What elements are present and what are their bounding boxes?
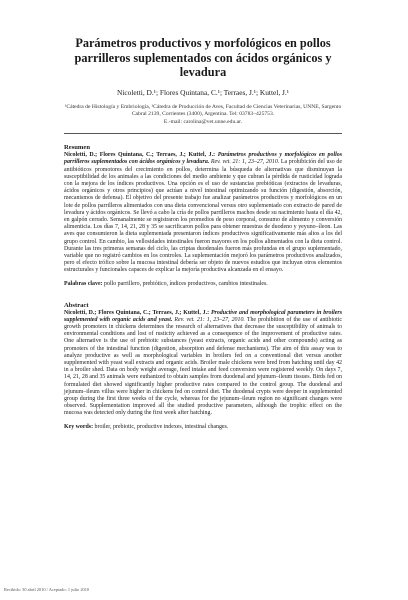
received-accepted-dates: Recibido: 30 abril 2010 / Aceptado: 1 julio 2010 bbox=[4, 587, 90, 592]
key-words-label: Key words: bbox=[64, 424, 94, 431]
resumen-citation-ref: Rev. vet. 21: 1, 23–27, 2010. bbox=[210, 159, 280, 166]
resumen-citation-authors: Nicoletti, D.; Flores Quintana, C.; Terraes, J.; Kuttel, J.: bbox=[64, 152, 216, 159]
abstract-body bbox=[64, 310, 342, 418]
abstract-citation-title: Productive and morphological parameters in broilers supplemented with organic acids and yeast. bbox=[64, 309, 343, 323]
resumen-body bbox=[64, 152, 342, 274]
resumen-text: La prohibición del uso de antibióticos promotores del crecimiento en pollos, determina la búsqueda de alternativas que disminuyan la susceptibilidad de los animales a las condiciones del medio ambiente y que cubran la pérdida de rusticidad lograda con la mejora de los índices productivos. Una opción es el uso de sustancias prebióticas (extractos de levaduras, ácidos orgánicos y otros principios) que actúan a nivel intestinal optimizando su función (digestión, absorción, mecanismos de defensa). El objetivo del presente trabajo fue analizar parámetros productivos y morfológicos en un lote de pollos parrilleros alimentados con una dieta convencional versus otro suplementado con extracto de pared de levadura y ácidos orgánicos. Se llevó a cabo la cría de pollos parrilleros machos desde su nacimiento hasta el día 42, en galpón cerrado. Semanalmente se registraron los promedios de peso corporal, consumo de alimento y conversión alimenticia. Los días 7, 14, 21, 28 y 35 se sacrificaron pollos para obtener muestras de duodeno y yeyuno–íleon. Las aves que consumieron la dieta suplementada presentaron índices productivos significativamente más altos a los del grupo control. En cambio, las vellosidades intestinales fueron mayores en los pollos alimentados con la dieta control. Durante las tres primeras semanas del ciclo, las criptas duodenales fueron más profundas en el grupo suplementado, variable que no registró cambios en los controles. La suplementación mejoró los parámetros productivos analizados, pero el efecto trófico sobre la mucosa intestinal debería ser objeto de nuevos estudios que incluyan otros elementos estructurales y funcionales capaces de explicar la mejoría productiva alcanzada en el ensayo. bbox=[64, 159, 342, 274]
abstract-text: The prohibition of the use of antibiotic growth promoters in chickens determines the research of alternatives that decrease the susceptibility of animals to environmental conditions and lost of rusticity achieved as a consequence of the improvement of productive rates. One alternative is the use of prebiotic substances (yeast extracts, organic acids and other compounds) acting as promoters of the intestinal function (digestion, absorption and defense mechanisms). The aim of this assay was to analyze productive as well as morphological variables in broilers fed on a conventional diet versus another supplemented with yeast wall extracts and organic acids. Broiler male chickens were bred from hatching until day 42 in a broiler shed. Data on body weight average, feed intake and feed conversion were registered weekly. On days 7, 14, 21, 28 and 35 animals were euthanized to obtain samples from duodenal and jejunum–ileum tissues. Birds fed on formulated diet showed significantly higher productive rates compared to the control group. The duodenal and jejunum–ileum villus were higher in chickens fed on control diet. The duodenal crypts were deeper in supplemented group during the first three weeks of the cycle, whereas for the jejunum–ileum region no significant changes were observed. Supplementation improved all the studied productive parameters, although the trophic effect on the mucosa was detected only during the first week after hatching. bbox=[64, 316, 343, 417]
article-title: Parámetros productivos y morfológicos en pollos parrilleros suplementados con ácidos orgánicos y levadura bbox=[74, 36, 332, 79]
key-words-text: broiler, prebiotic, productive indexes, intestinal changes. bbox=[94, 424, 229, 431]
abstract-heading: Abstract bbox=[64, 301, 89, 309]
contact-email: E.-mail: carolina@vet.unne.edu.ar. bbox=[163, 118, 243, 125]
header-divider bbox=[64, 133, 342, 134]
palabras-clave-text: pollo parrillero, prebiótico, índices productivos, cambios intestinales. bbox=[104, 281, 268, 288]
abstract-citation-ref: Rev. vet. 21: 1, 23–27, 2010. bbox=[174, 316, 245, 323]
resumen-citation-title: Parámetros productivos y morfológicos en pollos parrilleros suplementados con ácidos orgánicos y levadura. bbox=[64, 152, 342, 166]
palabras-clave bbox=[64, 281, 342, 288]
resumen-heading: Resumen bbox=[64, 144, 91, 152]
affiliation: ¹Cátedra de Histología y Embriología, ¹Cátedra de Producción de Aves, Facultad de Ciencias Veterinarias, UNNE, Sargento Cabral 2139, Corrientes (3400), Argentina. Tel: 03783–425753. bbox=[64, 103, 342, 118]
abstract-citation-authors: Nicoletti, D.; Flores Quintana, C.; Terraes, J.; Kuttel, J.: bbox=[64, 309, 210, 316]
palabras-clave-label: Palabras clave: bbox=[64, 281, 103, 288]
key-words bbox=[64, 424, 342, 431]
author-list: Nicoletti, D.¹; Flores Quintana, C.¹; Terraes, J.¹; Kuttel, J.¹ bbox=[116, 87, 289, 97]
